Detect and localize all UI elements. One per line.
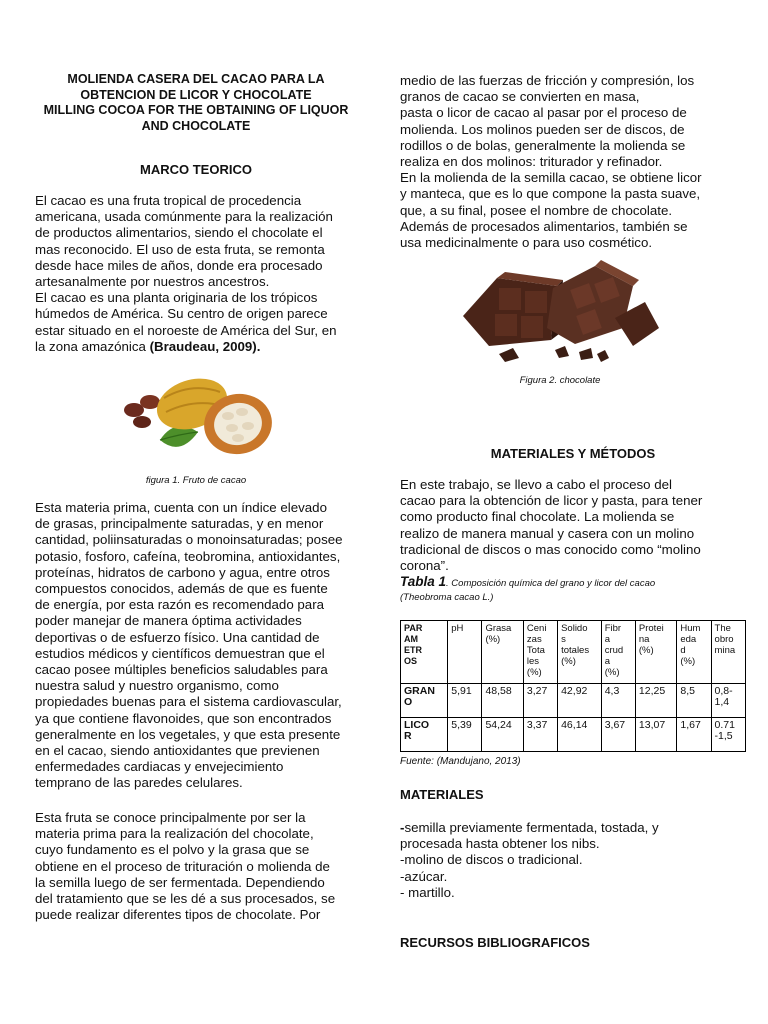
section-heading-materiales-metodos: MATERIALES Y MÉTODOS <box>490 446 656 461</box>
table-cell: 3,67 <box>601 718 635 752</box>
text-line: desde hace miles de años, donde era procesado <box>35 257 323 273</box>
text-line: nuestra salud y nuestro organismo, como <box>35 678 279 694</box>
table-header-cell: Grasa (%) <box>482 621 523 684</box>
text-line: de productos alimentarios, siendo el chocolate el <box>35 225 323 241</box>
citation: (Braudeau, 2009). <box>149 338 261 354</box>
text-line: americana, usada comúnmente para la realización <box>35 209 333 225</box>
table-cell: 8,5 <box>677 684 711 718</box>
table-header-cell: PAR AM ETR OS <box>401 621 448 684</box>
cacao-fruit-image <box>120 362 280 470</box>
list-item: -semilla previamente fermentada, tostada, y <box>400 820 659 835</box>
text-line: tradicional de discos o mas conocido como “molino <box>400 541 701 557</box>
table-cell: 3,37 <box>523 718 557 752</box>
text-line: corona”. <box>400 558 449 574</box>
section-heading-materiales: MATERIALES <box>400 787 484 802</box>
text-fragment: la zona amazónica <box>35 338 150 354</box>
table-cell: 46,14 <box>558 718 602 752</box>
chocolate-crumb <box>579 348 593 360</box>
cacao-bean <box>124 403 144 417</box>
table-cell: 54,24 <box>482 718 523 752</box>
text-line: cantidad, poliinsaturadas o monoinsaturadas; posee <box>35 532 343 548</box>
table-cell: 13,07 <box>635 718 676 752</box>
text-line: estar situado en el noroeste de América del Sur, en <box>35 322 337 338</box>
text-line: deportivas o de esfuerzo físico. Una cantidad de <box>35 629 320 645</box>
list-item-text: semilla previamente fermentada, tostada, y <box>404 820 659 835</box>
title-line: OBTENCION DE LICOR Y CHOCOLATE <box>80 87 312 102</box>
composition-table <box>400 620 746 752</box>
text-line: cuyo fundamento es el polvo y la grasa que se <box>35 842 310 858</box>
list-item: - martillo. <box>400 884 455 900</box>
table-source: Fuente: (Mandujano, 2013) <box>400 756 521 767</box>
text-line: de grasas, principalmente saturadas, y en menor <box>35 516 324 532</box>
table-cell: 5,39 <box>448 718 482 752</box>
text-line: rodillos o de bolas, generalmente la molienda se <box>400 137 686 153</box>
paragraph-composition <box>35 500 365 792</box>
list-item: -molino de discos o tradicional. <box>400 852 583 868</box>
table-cell: 48,58 <box>482 684 523 718</box>
text-line: la semilla luego de ser fermentada. Dependiendo <box>35 874 325 890</box>
table-cell: GRAN O <box>401 684 448 718</box>
text-line: poder manejar de manera óptima actividades <box>35 613 302 629</box>
text-line: puede realizar diferentes tipos de chocolate. Por <box>35 907 321 923</box>
text-line: usa medicinalmente o para uso cosmético. <box>400 235 653 251</box>
text-line: pasta o licor de cacao al pasar por el proceso de <box>400 105 687 121</box>
text-line: obtiene en el proceso de trituración o molienda de <box>35 858 330 874</box>
table-cell: 0,8- 1,4 <box>711 684 745 718</box>
cacao-bean <box>140 395 160 409</box>
section-heading-marco-teorico: MARCO TEORICO <box>140 162 252 177</box>
text-line: Además de procesados alimentarios, también se <box>400 218 688 234</box>
table-cell: 4,3 <box>601 684 635 718</box>
text-line: El cacao es una planta originaria de los trópicos <box>35 290 318 306</box>
section-heading-recursos: RECURSOS BIBLIOGRAFICOS <box>400 935 590 950</box>
text-line: del tratamiento que se les dé a sus procesados, se <box>35 891 336 907</box>
table-cell: 5,91 <box>448 684 482 718</box>
text-line: compuestos conocidos, además de que es fuente <box>35 581 328 597</box>
list-item: -azúcar. <box>400 868 448 884</box>
table-cell: LICO R <box>401 718 448 752</box>
paragraph-metodos <box>400 477 740 574</box>
table-row <box>401 684 746 718</box>
chocolate-image <box>455 258 660 368</box>
text-line <box>35 339 365 355</box>
text-line: de energía, por esta razón es recomendado para <box>35 597 325 613</box>
list-item: procesada hasta obtener los nibs. <box>400 836 600 852</box>
text-line: granos de cacao se convierten en masa, <box>400 89 640 105</box>
table-row <box>401 718 746 752</box>
table-caption-species: (Theobroma cacao L.) <box>400 592 494 603</box>
text-line: potasio, fosforo, cafeína, teobromina, antioxidantes, <box>35 548 341 564</box>
paragraph-molienda <box>400 73 740 251</box>
text-line: medio de las fuerzas de fricción y compresión, los <box>400 73 695 88</box>
table-header-cell: pH <box>448 621 482 684</box>
paper-title <box>35 72 357 134</box>
text-line: ya que contiene flavonoides, que son encontrados <box>35 710 332 726</box>
text-line: húmedos de América. Su centro de origen parece <box>35 306 328 322</box>
figure2-caption: Figura 2. chocolate <box>519 375 601 386</box>
text-line: que, a su final, posee el nombre de chocolate. <box>400 202 673 218</box>
chocolate-crumb <box>499 348 519 362</box>
table-header-cell: Hum eda d (%) <box>677 621 711 684</box>
table-caption-text: . Composición química del grano y licor del cacao <box>446 578 656 589</box>
figure1-caption: figura 1. Fruto de cacao <box>145 475 247 486</box>
text-line: cacao para la obtención de licor y pasta, para tener <box>400 493 703 509</box>
table-header-cell: Fibr a crud a (%) <box>601 621 635 684</box>
materials-list <box>400 820 740 901</box>
table-caption <box>400 575 740 605</box>
text-line: en el cacao, siendo antioxidantes que previenen <box>35 743 320 759</box>
text-line: propiedades buenas para el sistema cardiovascular, <box>35 694 342 710</box>
table-cell: 3,27 <box>523 684 557 718</box>
title-line: AND CHOCOLATE <box>141 118 251 133</box>
text-line: Esta materia prima, cuenta con un índice elevado <box>35 500 327 515</box>
cacao-bean <box>133 416 151 428</box>
text-line: y manteca, que es lo que compone la pasta suave, <box>400 186 701 202</box>
table-header-cell: Protei na (%) <box>635 621 676 684</box>
text-line: temprano de las paredes celulares. <box>35 775 243 791</box>
table-label: Tabla 1 <box>400 574 447 589</box>
leaf <box>160 426 198 447</box>
chocolate-crumb <box>597 350 609 362</box>
text-line: En la molienda de la semilla cacao, se obtiene licor <box>400 170 702 186</box>
text-line: como producto final chocolate. La molienda se <box>400 509 675 525</box>
table-header-row <box>401 621 746 684</box>
text-line: proteínas, hidratos de carbono y agua, entre otros <box>35 564 330 580</box>
table-cell: 12,25 <box>635 684 676 718</box>
text-line: enfermedades cardiacas y envejecimiento <box>35 759 284 775</box>
text-line: materia prima para la realización del chocolate, <box>35 826 314 842</box>
paragraph-intro <box>35 193 365 355</box>
text-line: mas reconocido. El uso de esta fruta, se remonta <box>35 241 325 257</box>
table-header-cell: The obro mina <box>711 621 745 684</box>
table-cell: 1,67 <box>677 718 711 752</box>
text-line: El cacao es una fruta tropical de procedencia <box>35 193 302 208</box>
text-line: En este trabajo, se llevo a cabo el proceso del <box>400 477 673 492</box>
chocolate-crumb <box>555 346 569 358</box>
text-line: artesanalmente por nuestros ancestros. <box>35 274 270 290</box>
text-line: realizo de manera manual y casera con un molino <box>400 525 695 541</box>
table-header-cell: Ceni zas Tota les (%) <box>523 621 557 684</box>
title-line: MILLING COCOA FOR THE OBTAINING OF LIQUOR <box>43 103 349 117</box>
text-line: realiza en dos molinos: triturador y refinador. <box>400 154 663 170</box>
text-line: Esta fruta se conoce principalmente por ser la <box>35 810 306 825</box>
paragraph-chocolate <box>35 810 365 923</box>
table-header-cell: Solido s totales (%) <box>558 621 602 684</box>
table-cell: 0.71 -1,5 <box>711 718 745 752</box>
text-line: estudios médicos y científicos demuestran que el <box>35 645 325 661</box>
text-line: generalmente en los vegetales, y que esta presente <box>35 726 341 742</box>
table-cell: 42,92 <box>558 684 602 718</box>
text-line: cacao posee múltiples beneficios saludables para <box>35 662 328 678</box>
title-line: MOLIENDA CASERA DEL CACAO PARA LA <box>67 72 325 86</box>
text-line: molienda. Los molinos pueden ser de discos, de <box>400 121 685 137</box>
